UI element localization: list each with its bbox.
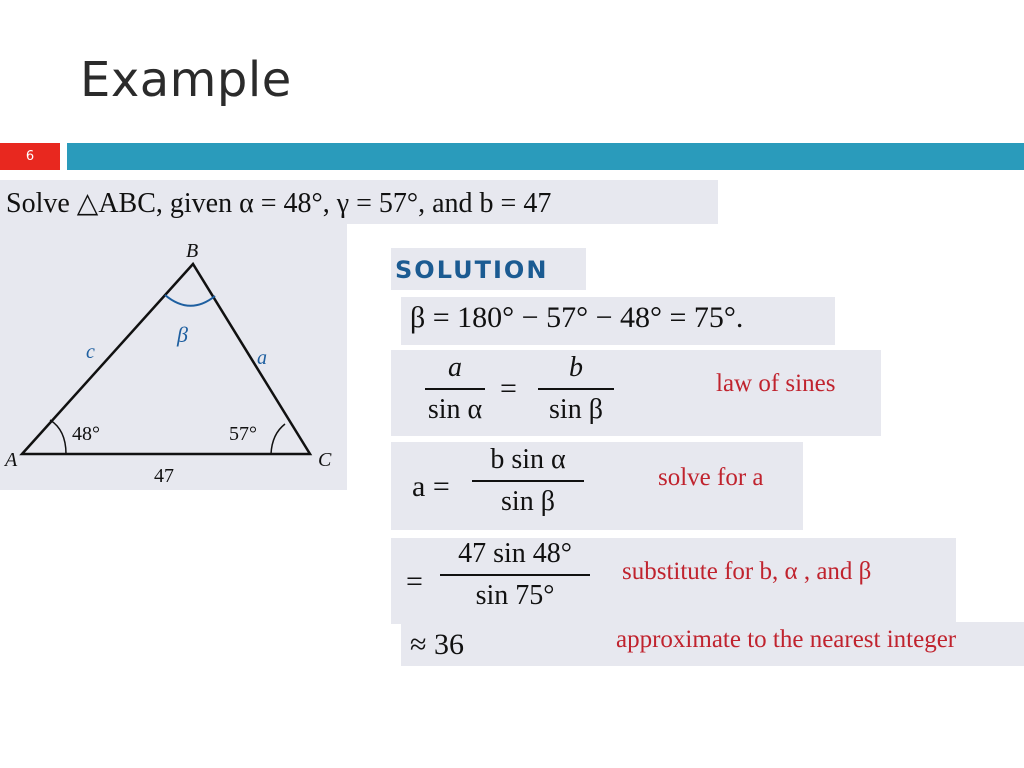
law-fraction-bar-right bbox=[538, 388, 614, 390]
law-equals: = bbox=[500, 372, 517, 405]
angle-a-arc bbox=[50, 420, 66, 454]
angle-a-label: 48° bbox=[72, 423, 100, 445]
vertex-c-label: C bbox=[318, 449, 332, 471]
side-c-label: c bbox=[86, 341, 95, 363]
angle-c-label: 57° bbox=[229, 423, 257, 445]
solve-fraction bbox=[472, 444, 584, 518]
sub-fraction-bar bbox=[440, 574, 590, 576]
side-b-label: 47 bbox=[154, 465, 174, 487]
triangle-figure bbox=[0, 224, 347, 490]
law-numerator-right: b bbox=[569, 352, 583, 383]
law-fraction-bar-left bbox=[425, 388, 485, 390]
sub-fraction bbox=[440, 538, 590, 612]
solve-denominator: sin β bbox=[501, 486, 555, 517]
sub-note: substitute for b, α , and β bbox=[622, 558, 872, 585]
sub-numerator: 47 sin 48° bbox=[458, 538, 572, 569]
solution-label: SOLUTION bbox=[395, 256, 549, 284]
law-denominator-right: sin β bbox=[549, 394, 603, 425]
angle-b-arc bbox=[165, 295, 215, 306]
law-fraction-right bbox=[538, 352, 614, 426]
solve-note: solve for a bbox=[658, 464, 764, 491]
solve-fraction-bar bbox=[472, 480, 584, 482]
side-a-label: a bbox=[257, 347, 267, 369]
slide-number: 6 bbox=[0, 143, 60, 170]
solve-lhs: a = bbox=[412, 470, 450, 503]
law-numerator-left: a bbox=[448, 352, 462, 383]
angle-b-label: β bbox=[177, 322, 188, 347]
slide-title: Example bbox=[80, 52, 292, 108]
problem-statement: Solve △ABC, given α = 48°, γ = 57°, and b = 47 bbox=[6, 188, 552, 219]
beta-equation: β = 180° − 57° − 48° = 75°. bbox=[410, 301, 744, 334]
approx-result: ≈ 36 bbox=[410, 628, 464, 661]
angle-c-arc bbox=[271, 424, 285, 454]
sub-denominator: sin 75° bbox=[475, 580, 555, 611]
law-note: law of sines bbox=[716, 370, 836, 397]
law-denominator-left: sin α bbox=[427, 394, 483, 425]
header-bar bbox=[67, 143, 1024, 170]
vertex-b-label: B bbox=[186, 240, 199, 262]
sub-equals: = bbox=[406, 565, 423, 598]
solve-numerator: b sin α bbox=[490, 444, 566, 475]
approx-note: approximate to the nearest integer bbox=[616, 626, 957, 653]
vertex-a-label: A bbox=[5, 449, 18, 471]
law-fraction-left bbox=[425, 352, 485, 426]
